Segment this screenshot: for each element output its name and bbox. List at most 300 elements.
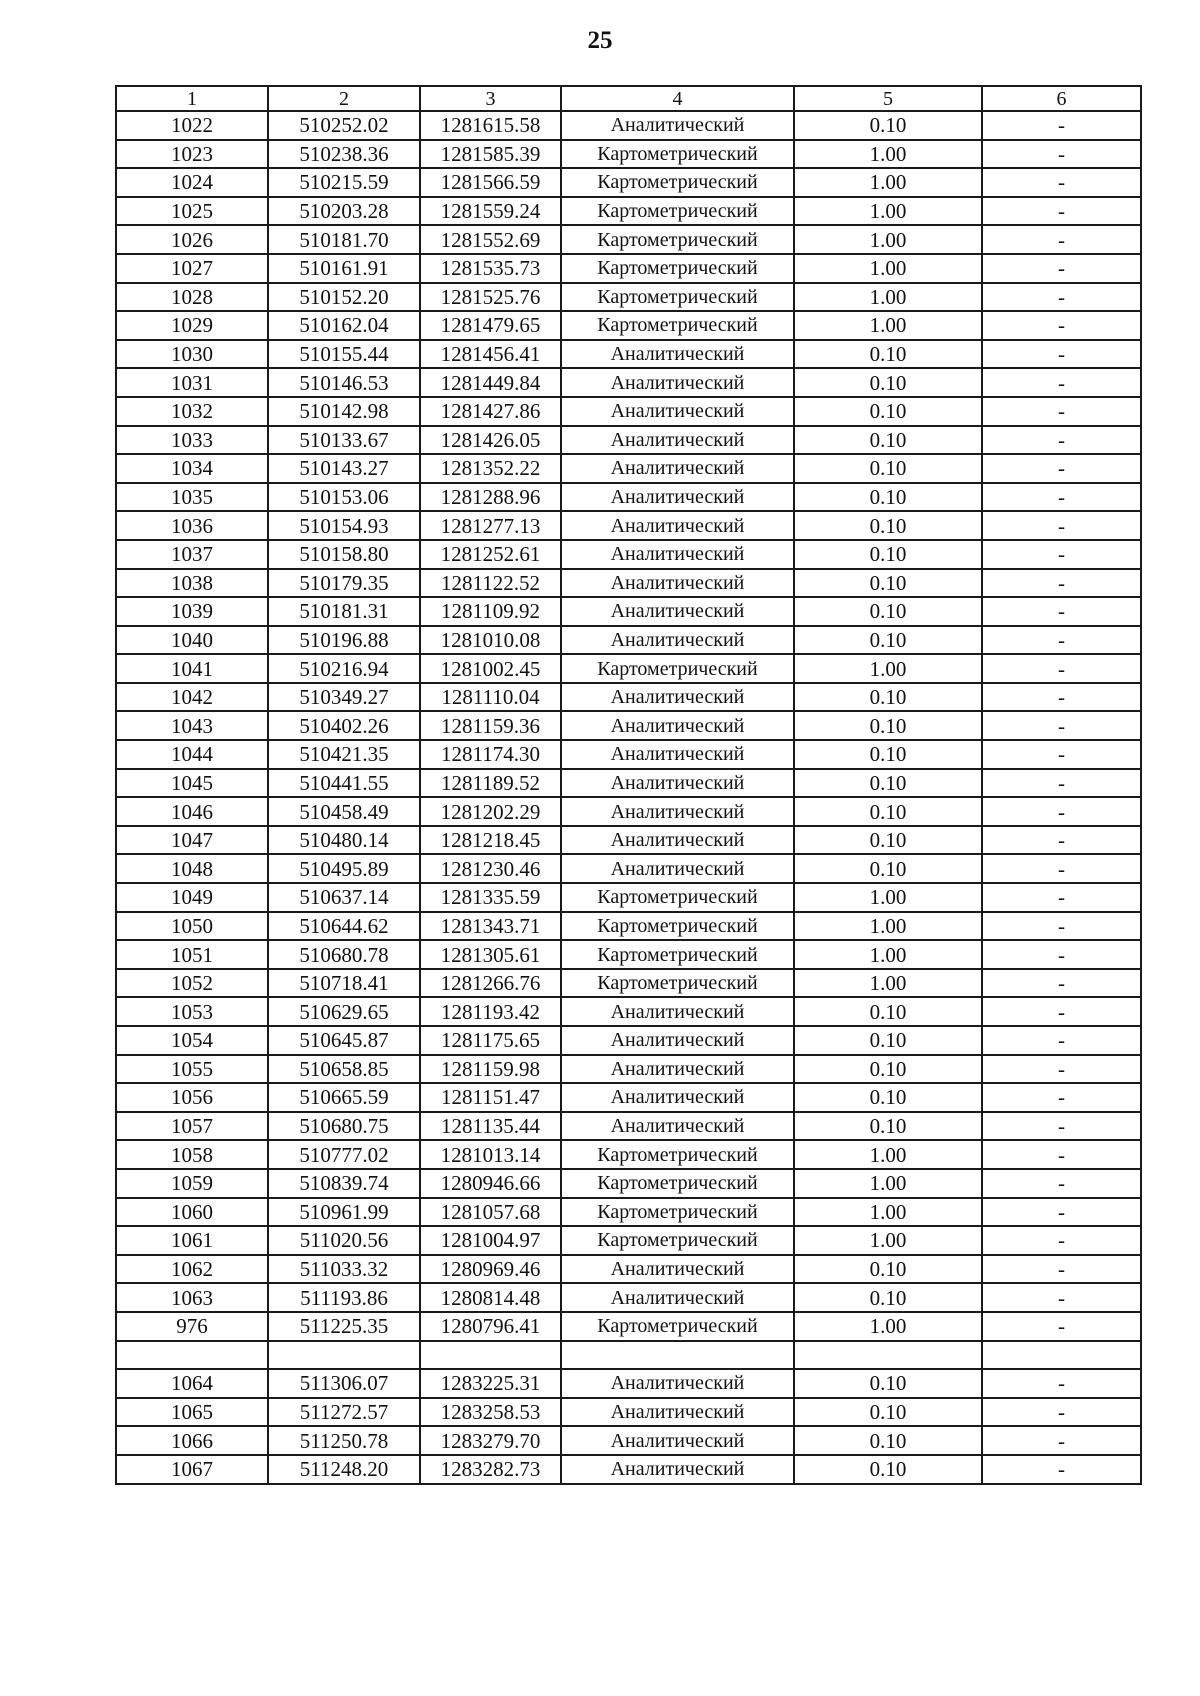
x-coordinate-cell: 511193.86 <box>268 1283 420 1312</box>
method-cell: Аналитический <box>561 1255 794 1284</box>
note-cell: - <box>982 254 1141 283</box>
point-number-cell: 1051 <box>116 940 268 969</box>
note-cell <box>982 1341 1141 1370</box>
column-header-1: 1 <box>116 86 268 111</box>
note-cell: - <box>982 1369 1141 1398</box>
method-cell: Аналитический <box>561 626 794 655</box>
method-cell: Картометрический <box>561 283 794 312</box>
note-cell: - <box>982 683 1141 712</box>
y-coordinate-cell: 1281585.39 <box>420 140 561 169</box>
y-coordinate-cell: 1281159.98 <box>420 1055 561 1084</box>
method-cell: Картометрический <box>561 1140 794 1169</box>
accuracy-cell: 0.10 <box>794 740 982 769</box>
table-row <box>116 483 1141 512</box>
method-cell: Картометрический <box>561 1312 794 1341</box>
note-cell: - <box>982 883 1141 912</box>
point-number-cell: 1053 <box>116 997 268 1026</box>
accuracy-cell: 1.00 <box>794 1312 982 1341</box>
point-number-cell: 1028 <box>116 283 268 312</box>
y-coordinate-cell: 1281010.08 <box>420 626 561 655</box>
y-coordinate-cell: 1281335.59 <box>420 883 561 912</box>
x-coordinate-cell: 510458.49 <box>268 797 420 826</box>
accuracy-cell: 1.00 <box>794 1140 982 1169</box>
y-coordinate-cell: 1281122.52 <box>420 569 561 598</box>
column-header-2: 2 <box>268 86 420 111</box>
accuracy-cell: 1.00 <box>794 311 982 340</box>
point-number-cell: 1065 <box>116 1398 268 1427</box>
x-coordinate-cell: 510152.20 <box>268 283 420 312</box>
method-cell: Аналитический <box>561 769 794 798</box>
x-coordinate-cell: 510637.14 <box>268 883 420 912</box>
method-cell: Картометрический <box>561 254 794 283</box>
y-coordinate-cell: 1281552.69 <box>420 225 561 254</box>
x-coordinate-cell: 510480.14 <box>268 826 420 855</box>
note-cell: - <box>982 1226 1141 1255</box>
y-coordinate-cell: 1280814.48 <box>420 1283 561 1312</box>
table-row <box>116 197 1141 226</box>
note-cell: - <box>982 740 1141 769</box>
point-number-cell: 1043 <box>116 711 268 740</box>
accuracy-cell: 0.10 <box>794 626 982 655</box>
note-cell: - <box>982 511 1141 540</box>
table-row <box>116 311 1141 340</box>
point-number-cell: 1032 <box>116 397 268 426</box>
y-coordinate-cell: 1281230.46 <box>420 854 561 883</box>
y-coordinate-cell <box>420 1341 561 1370</box>
point-number-cell <box>116 1341 268 1370</box>
method-cell: Аналитический <box>561 426 794 455</box>
point-number-cell: 1048 <box>116 854 268 883</box>
point-number-cell: 1027 <box>116 254 268 283</box>
note-cell: - <box>982 1283 1141 1312</box>
note-cell: - <box>982 1055 1141 1084</box>
method-cell: Аналитический <box>561 997 794 1026</box>
accuracy-cell: 0.10 <box>794 1398 982 1427</box>
method-cell: Аналитический <box>561 1283 794 1312</box>
point-number-cell: 1036 <box>116 511 268 540</box>
note-cell: - <box>982 569 1141 598</box>
y-coordinate-cell: 1281352.22 <box>420 454 561 483</box>
point-number-cell: 1026 <box>116 225 268 254</box>
table-row <box>116 1341 1141 1370</box>
accuracy-cell: 1.00 <box>794 140 982 169</box>
point-number-cell: 1047 <box>116 826 268 855</box>
table-body <box>116 111 1141 1484</box>
point-number-cell: 1046 <box>116 797 268 826</box>
y-coordinate-cell: 1281535.73 <box>420 254 561 283</box>
accuracy-cell: 0.10 <box>794 426 982 455</box>
accuracy-cell <box>794 1341 982 1370</box>
table-row <box>116 854 1141 883</box>
method-cell: Аналитический <box>561 1055 794 1084</box>
y-coordinate-cell: 1281252.61 <box>420 540 561 569</box>
method-cell: Аналитический <box>561 397 794 426</box>
y-coordinate-cell: 1281479.65 <box>420 311 561 340</box>
table-row <box>116 626 1141 655</box>
x-coordinate-cell: 510162.04 <box>268 311 420 340</box>
accuracy-cell: 1.00 <box>794 254 982 283</box>
table-row <box>116 225 1141 254</box>
y-coordinate-cell: 1281426.05 <box>420 426 561 455</box>
note-cell: - <box>982 769 1141 798</box>
method-cell: Картометрический <box>561 197 794 226</box>
accuracy-cell: 0.10 <box>794 368 982 397</box>
table-row <box>116 111 1141 140</box>
point-number-cell: 1025 <box>116 197 268 226</box>
y-coordinate-cell: 1283279.70 <box>420 1426 561 1455</box>
x-coordinate-cell: 510155.44 <box>268 340 420 369</box>
note-cell: - <box>982 912 1141 941</box>
method-cell: Картометрический <box>561 225 794 254</box>
y-coordinate-cell: 1281525.76 <box>420 283 561 312</box>
table-row <box>116 1369 1141 1398</box>
table-row <box>116 826 1141 855</box>
method-cell: Картометрический <box>561 168 794 197</box>
y-coordinate-cell: 1281343.71 <box>420 912 561 941</box>
accuracy-cell: 0.10 <box>794 1255 982 1284</box>
y-coordinate-cell: 1281559.24 <box>420 197 561 226</box>
point-number-cell: 1066 <box>116 1426 268 1455</box>
method-cell: Аналитический <box>561 711 794 740</box>
x-coordinate-cell <box>268 1341 420 1370</box>
note-cell: - <box>982 340 1141 369</box>
method-cell: Аналитический <box>561 1026 794 1055</box>
method-cell: Аналитический <box>561 797 794 826</box>
y-coordinate-cell: 1281277.13 <box>420 511 561 540</box>
note-cell: - <box>982 197 1141 226</box>
note-cell: - <box>982 1455 1141 1484</box>
table-row <box>116 1140 1141 1169</box>
table-row <box>116 426 1141 455</box>
accuracy-cell: 0.10 <box>794 340 982 369</box>
y-coordinate-cell: 1281456.41 <box>420 340 561 369</box>
note-cell: - <box>982 283 1141 312</box>
note-cell: - <box>982 368 1141 397</box>
table-row <box>116 912 1141 941</box>
page-number: 25 <box>587 27 613 54</box>
note-cell: - <box>982 711 1141 740</box>
method-cell: Аналитический <box>561 740 794 769</box>
note-cell: - <box>982 397 1141 426</box>
x-coordinate-cell: 511225.35 <box>268 1312 420 1341</box>
x-coordinate-cell: 510179.35 <box>268 569 420 598</box>
method-cell: Аналитический <box>561 569 794 598</box>
point-number-cell: 1042 <box>116 683 268 712</box>
x-coordinate-cell: 511033.32 <box>268 1255 420 1284</box>
method-cell: Картометрический <box>561 140 794 169</box>
method-cell: Аналитический <box>561 1083 794 1112</box>
point-number-cell: 1022 <box>116 111 268 140</box>
accuracy-cell: 0.10 <box>794 797 982 826</box>
table-row <box>116 1169 1141 1198</box>
x-coordinate-cell: 510154.93 <box>268 511 420 540</box>
y-coordinate-cell: 1281615.58 <box>420 111 561 140</box>
x-coordinate-cell: 510142.98 <box>268 397 420 426</box>
point-number-cell: 1063 <box>116 1283 268 1312</box>
y-coordinate-cell: 1281004.97 <box>420 1226 561 1255</box>
x-coordinate-cell: 510665.59 <box>268 1083 420 1112</box>
x-coordinate-cell: 510680.75 <box>268 1112 420 1141</box>
table-row <box>116 1255 1141 1284</box>
note-cell: - <box>982 1255 1141 1284</box>
table-row <box>116 940 1141 969</box>
column-header-3: 3 <box>420 86 561 111</box>
x-coordinate-cell: 510203.28 <box>268 197 420 226</box>
x-coordinate-cell: 510680.78 <box>268 940 420 969</box>
table-row <box>116 769 1141 798</box>
y-coordinate-cell: 1281566.59 <box>420 168 561 197</box>
y-coordinate-cell: 1283282.73 <box>420 1455 561 1484</box>
note-cell: - <box>982 1398 1141 1427</box>
point-number-cell: 1031 <box>116 368 268 397</box>
note-cell: - <box>982 1312 1141 1341</box>
accuracy-cell: 0.10 <box>794 1426 982 1455</box>
note-cell: - <box>982 111 1141 140</box>
table-row <box>116 683 1141 712</box>
note-cell: - <box>982 1026 1141 1055</box>
x-coordinate-cell: 510349.27 <box>268 683 420 712</box>
table-row <box>116 1312 1141 1341</box>
y-coordinate-cell: 1281449.84 <box>420 368 561 397</box>
x-coordinate-cell: 510718.41 <box>268 969 420 998</box>
point-number-cell: 1056 <box>116 1083 268 1112</box>
point-number-cell: 1060 <box>116 1198 268 1227</box>
y-coordinate-cell: 1281175.65 <box>420 1026 561 1055</box>
x-coordinate-cell: 510629.65 <box>268 997 420 1026</box>
method-cell: Картометрический <box>561 1169 794 1198</box>
accuracy-cell: 1.00 <box>794 883 982 912</box>
point-number-cell: 1023 <box>116 140 268 169</box>
table-row <box>116 883 1141 912</box>
table-row <box>116 511 1141 540</box>
x-coordinate-cell: 511250.78 <box>268 1426 420 1455</box>
accuracy-cell: 1.00 <box>794 168 982 197</box>
note-cell: - <box>982 1083 1141 1112</box>
table-row <box>116 1055 1141 1084</box>
accuracy-cell: 1.00 <box>794 225 982 254</box>
accuracy-cell: 0.10 <box>794 397 982 426</box>
accuracy-cell: 0.10 <box>794 597 982 626</box>
accuracy-cell: 0.10 <box>794 1369 982 1398</box>
accuracy-cell: 0.10 <box>794 540 982 569</box>
x-coordinate-cell: 511272.57 <box>268 1398 420 1427</box>
note-cell: - <box>982 1426 1141 1455</box>
x-coordinate-cell: 510658.85 <box>268 1055 420 1084</box>
point-number-cell: 1038 <box>116 569 268 598</box>
y-coordinate-cell: 1281218.45 <box>420 826 561 855</box>
method-cell: Аналитический <box>561 1112 794 1141</box>
table-row <box>116 454 1141 483</box>
table-row <box>116 797 1141 826</box>
accuracy-cell: 0.10 <box>794 997 982 1026</box>
y-coordinate-cell: 1281193.42 <box>420 997 561 1026</box>
point-number-cell: 1054 <box>116 1026 268 1055</box>
y-coordinate-cell: 1281202.29 <box>420 797 561 826</box>
table-row <box>116 340 1141 369</box>
note-cell: - <box>982 540 1141 569</box>
method-cell: Аналитический <box>561 1398 794 1427</box>
table-row <box>116 597 1141 626</box>
method-cell: Аналитический <box>561 1369 794 1398</box>
table-row <box>116 569 1141 598</box>
x-coordinate-cell: 510238.36 <box>268 140 420 169</box>
x-coordinate-cell: 510181.31 <box>268 597 420 626</box>
point-number-cell: 1037 <box>116 540 268 569</box>
x-coordinate-cell: 510839.74 <box>268 1169 420 1198</box>
accuracy-cell: 1.00 <box>794 1198 982 1227</box>
point-number-cell: 1057 <box>116 1112 268 1141</box>
column-header-5: 5 <box>794 86 982 111</box>
table-row <box>116 397 1141 426</box>
accuracy-cell: 0.10 <box>794 1026 982 1055</box>
x-coordinate-cell: 510158.80 <box>268 540 420 569</box>
accuracy-cell: 0.10 <box>794 111 982 140</box>
point-number-cell: 1041 <box>116 654 268 683</box>
method-cell: Аналитический <box>561 683 794 712</box>
table-row <box>116 1112 1141 1141</box>
point-number-cell: 1030 <box>116 340 268 369</box>
note-cell: - <box>982 969 1141 998</box>
x-coordinate-cell: 510153.06 <box>268 483 420 512</box>
table-row <box>116 654 1141 683</box>
y-coordinate-cell: 1281305.61 <box>420 940 561 969</box>
method-cell: Аналитический <box>561 454 794 483</box>
method-cell: Аналитический <box>561 1426 794 1455</box>
table-row <box>116 969 1141 998</box>
x-coordinate-cell: 510252.02 <box>268 111 420 140</box>
accuracy-cell: 0.10 <box>794 511 982 540</box>
method-cell: Аналитический <box>561 597 794 626</box>
table-row <box>116 1083 1141 1112</box>
accuracy-cell: 1.00 <box>794 1169 982 1198</box>
method-cell <box>561 1341 794 1370</box>
method-cell: Картометрический <box>561 883 794 912</box>
table-row <box>116 1226 1141 1255</box>
method-cell: Аналитический <box>561 826 794 855</box>
accuracy-cell: 0.10 <box>794 1283 982 1312</box>
point-number-cell: 1039 <box>116 597 268 626</box>
note-cell: - <box>982 1112 1141 1141</box>
point-number-cell: 1050 <box>116 912 268 941</box>
y-coordinate-cell: 1281002.45 <box>420 654 561 683</box>
x-coordinate-cell: 510161.91 <box>268 254 420 283</box>
method-cell: Аналитический <box>561 340 794 369</box>
x-coordinate-cell: 510196.88 <box>268 626 420 655</box>
y-coordinate-cell: 1281174.30 <box>420 740 561 769</box>
y-coordinate-cell: 1281057.68 <box>420 1198 561 1227</box>
table-row <box>116 1026 1141 1055</box>
note-cell: - <box>982 826 1141 855</box>
point-number-cell: 1044 <box>116 740 268 769</box>
method-cell: Аналитический <box>561 368 794 397</box>
x-coordinate-cell: 510644.62 <box>268 912 420 941</box>
y-coordinate-cell: 1281151.47 <box>420 1083 561 1112</box>
table-row <box>116 168 1141 197</box>
accuracy-cell: 0.10 <box>794 683 982 712</box>
x-coordinate-cell: 510645.87 <box>268 1026 420 1055</box>
point-number-cell: 1061 <box>116 1226 268 1255</box>
accuracy-cell: 0.10 <box>794 854 982 883</box>
note-cell: - <box>982 654 1141 683</box>
x-coordinate-cell: 510146.53 <box>268 368 420 397</box>
table-row <box>116 711 1141 740</box>
point-number-cell: 1024 <box>116 168 268 197</box>
table-row <box>116 997 1141 1026</box>
x-coordinate-cell: 511020.56 <box>268 1226 420 1255</box>
method-cell: Аналитический <box>561 854 794 883</box>
accuracy-cell: 1.00 <box>794 197 982 226</box>
y-coordinate-cell: 1280969.46 <box>420 1255 561 1284</box>
note-cell: - <box>982 483 1141 512</box>
note-cell: - <box>982 997 1141 1026</box>
x-coordinate-cell: 510402.26 <box>268 711 420 740</box>
note-cell: - <box>982 940 1141 969</box>
point-number-cell: 1033 <box>116 426 268 455</box>
table-row <box>116 140 1141 169</box>
accuracy-cell: 1.00 <box>794 654 982 683</box>
accuracy-cell: 1.00 <box>794 1226 982 1255</box>
method-cell: Картометрический <box>561 1226 794 1255</box>
x-coordinate-cell: 510216.94 <box>268 654 420 683</box>
x-coordinate-cell: 510777.02 <box>268 1140 420 1169</box>
table-row <box>116 1283 1141 1312</box>
point-number-cell: 1049 <box>116 883 268 912</box>
note-cell: - <box>982 454 1141 483</box>
table-row <box>116 1426 1141 1455</box>
note-cell: - <box>982 797 1141 826</box>
table-row <box>116 1198 1141 1227</box>
note-cell: - <box>982 225 1141 254</box>
x-coordinate-cell: 510495.89 <box>268 854 420 883</box>
table-row <box>116 540 1141 569</box>
table-row <box>116 1455 1141 1484</box>
note-cell: - <box>982 311 1141 340</box>
point-number-cell: 1055 <box>116 1055 268 1084</box>
note-cell: - <box>982 854 1141 883</box>
note-cell: - <box>982 1169 1141 1198</box>
y-coordinate-cell: 1283258.53 <box>420 1398 561 1427</box>
x-coordinate-cell: 510215.59 <box>268 168 420 197</box>
note-cell: - <box>982 426 1141 455</box>
note-cell: - <box>982 140 1141 169</box>
method-cell: Аналитический <box>561 111 794 140</box>
y-coordinate-cell: 1283225.31 <box>420 1369 561 1398</box>
y-coordinate-cell: 1281135.44 <box>420 1112 561 1141</box>
accuracy-cell: 0.10 <box>794 569 982 598</box>
accuracy-cell: 0.10 <box>794 1112 982 1141</box>
accuracy-cell: 1.00 <box>794 283 982 312</box>
coordinates-table <box>115 85 1142 1485</box>
method-cell: Картометрический <box>561 969 794 998</box>
table-header-row <box>116 86 1141 111</box>
x-coordinate-cell: 510133.67 <box>268 426 420 455</box>
column-header-4: 4 <box>561 86 794 111</box>
method-cell: Аналитический <box>561 540 794 569</box>
note-cell: - <box>982 597 1141 626</box>
point-number-cell: 1034 <box>116 454 268 483</box>
point-number-cell: 1058 <box>116 1140 268 1169</box>
accuracy-cell: 0.10 <box>794 1083 982 1112</box>
y-coordinate-cell: 1281288.96 <box>420 483 561 512</box>
accuracy-cell: 1.00 <box>794 912 982 941</box>
point-number-cell: 1067 <box>116 1455 268 1484</box>
point-number-cell: 976 <box>116 1312 268 1341</box>
point-number-cell: 1029 <box>116 311 268 340</box>
x-coordinate-cell: 510421.35 <box>268 740 420 769</box>
y-coordinate-cell: 1281109.92 <box>420 597 561 626</box>
y-coordinate-cell: 1280946.66 <box>420 1169 561 1198</box>
point-number-cell: 1064 <box>116 1369 268 1398</box>
